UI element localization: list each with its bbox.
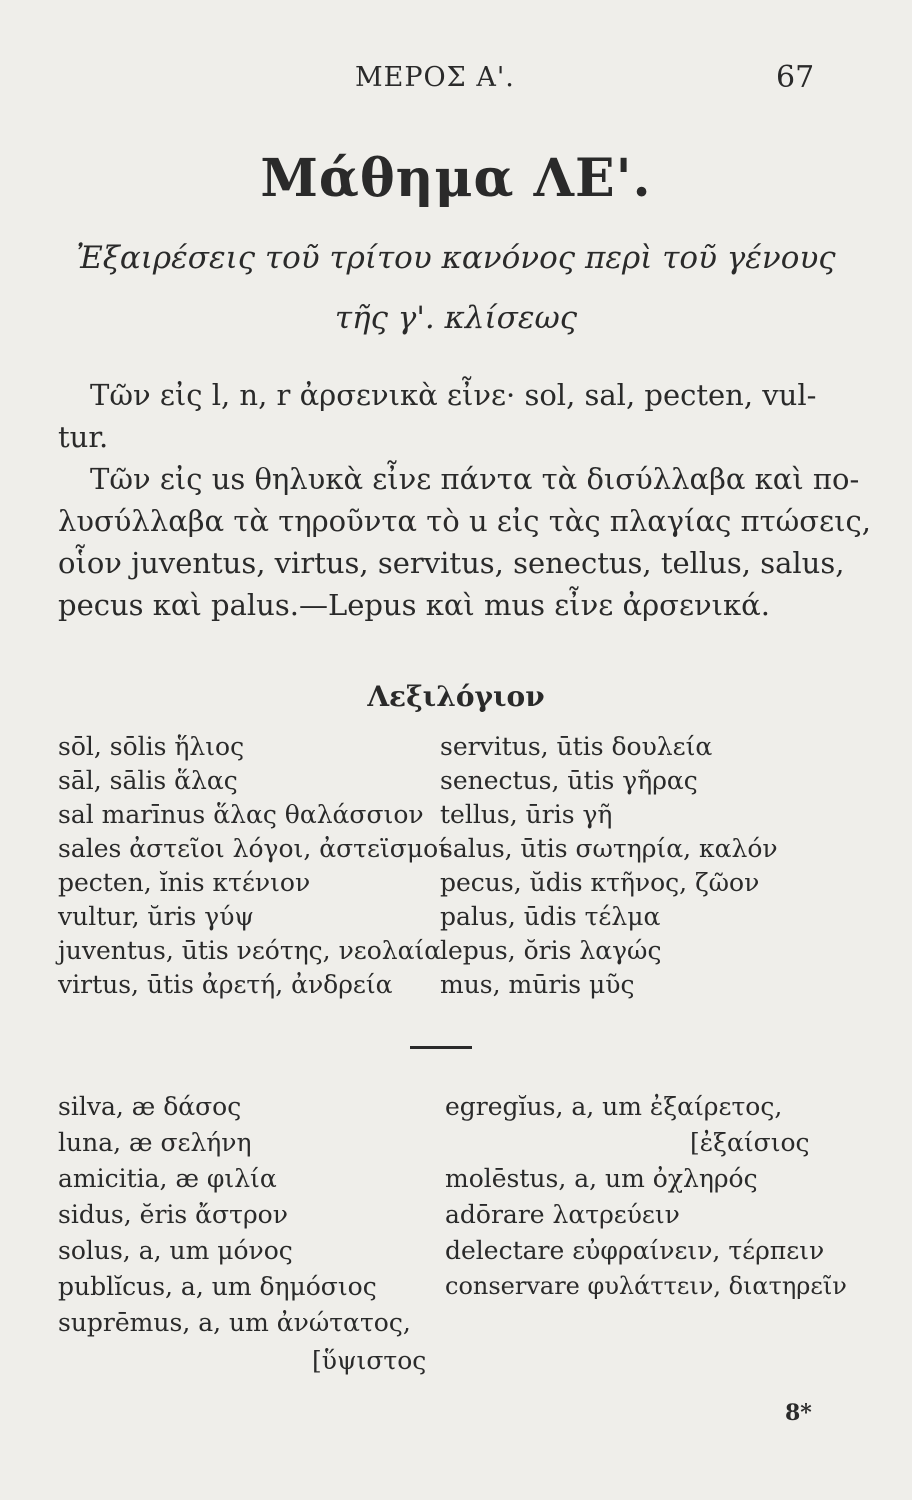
vocab-entry: palus, ūdis τέλμα xyxy=(440,902,661,931)
vocab-entry: pecten, ĭnis κτένιον xyxy=(58,868,311,897)
paragraph-line: Τῶν εἰς us θηλυκὰ εἶνε πάντα τὰ δισύλλαβα καὶ πο- xyxy=(90,462,860,496)
running-head: ΜΕΡΟΣ Α'. xyxy=(355,62,515,93)
vocab-entry: vultur, ŭris γύψ xyxy=(58,902,255,931)
vocabulary-title: Λεξιλόγιον xyxy=(367,680,545,713)
section-divider xyxy=(410,1046,472,1049)
vocab-entry: sidus, ĕris ἄστρον xyxy=(58,1200,288,1229)
vocab-entry: adōrare λατρεύειν xyxy=(445,1200,680,1229)
paragraph-line: λυσύλλαβα τὰ τηροῦντα τὸ u εἰς τὰς πλαγίας πτώσεις, xyxy=(58,504,871,538)
subtitle-line-1: Ἐξαιρέσεις τοῦ τρίτου κανόνος περὶ τοῦ γένους xyxy=(76,240,836,276)
vocab-entry: salus, ūtis σωτηρία, καλόν xyxy=(440,834,778,863)
vocab-entry: luna, æ σελήνη xyxy=(58,1128,252,1157)
vocab-entry: delectare εὐφραίνειν, τέρπειν xyxy=(445,1236,825,1265)
page-number: 67 xyxy=(776,60,815,95)
vocab-continuation: [ἐξαίσιος xyxy=(690,1128,810,1157)
vocab-entry: servitus, ūtis δουλεία xyxy=(440,732,713,761)
vocab-entry: conservare φυλάττειν, διατηρεῖν xyxy=(445,1272,847,1300)
paragraph-line: pecus καὶ palus.—Lepus καὶ mus εἶνε ἀρσενικά. xyxy=(58,588,770,622)
vocab-continuation: [ὕψιστος xyxy=(312,1346,427,1375)
signature-mark: 8* xyxy=(785,1400,812,1426)
vocab-entry: virtus, ūtis ἀρετή, ἀνδρεία xyxy=(58,970,393,999)
vocab-entry: lepus, ŏris λαγώς xyxy=(440,936,662,965)
vocab-entry: amicitia, æ φιλία xyxy=(58,1164,277,1193)
vocab-entry: solus, a, um μόνος xyxy=(58,1236,293,1265)
vocab-entry: egregĭus, a, um ἐξαίρετος, xyxy=(445,1092,783,1121)
vocab-entry: silva, æ δάσος xyxy=(58,1092,242,1121)
paragraph-line: Τῶν εἰς l, n, r ἀρσενικὰ εἶνε· sol, sal, pecten, vul- xyxy=(90,378,817,412)
vocab-entry: publĭcus, a, um δημόσιος xyxy=(58,1272,377,1301)
vocab-entry: mus, mūris μῦς xyxy=(440,970,635,999)
vocab-entry: suprēmus, a, um ἀνώτατος, xyxy=(58,1308,411,1337)
vocab-entry: pecus, ŭdis κτῆνος, ζῶον xyxy=(440,868,760,897)
vocab-entry: tellus, ūris γῆ xyxy=(440,800,613,829)
vocab-entry: sal marīnus ἅλας θαλάσσιον xyxy=(58,800,424,829)
paragraph-line: οἷον juventus, virtus, servitus, senectus, tellus, salus, xyxy=(58,546,845,580)
vocab-entry: juventus, ūtis νεότης, νεολαία xyxy=(58,936,442,965)
vocab-entry: senectus, ūtis γῆρας xyxy=(440,766,698,795)
vocab-entry: sōl, sōlis ἥλιος xyxy=(58,732,245,761)
vocab-entry: sāl, sālis ἅλας xyxy=(58,766,238,795)
subtitle-line-2: τῆς γ'. κλίσεως xyxy=(334,300,578,336)
lesson-title: Μάθημα ΛΕ'. xyxy=(260,148,652,209)
vocab-entry: molēstus, a, um ὀχληρός xyxy=(445,1164,758,1193)
paragraph-line: tur. xyxy=(58,420,109,454)
vocab-entry: sales ἀστεῖοι λόγοι, ἀστεϊσμοί xyxy=(58,834,448,863)
